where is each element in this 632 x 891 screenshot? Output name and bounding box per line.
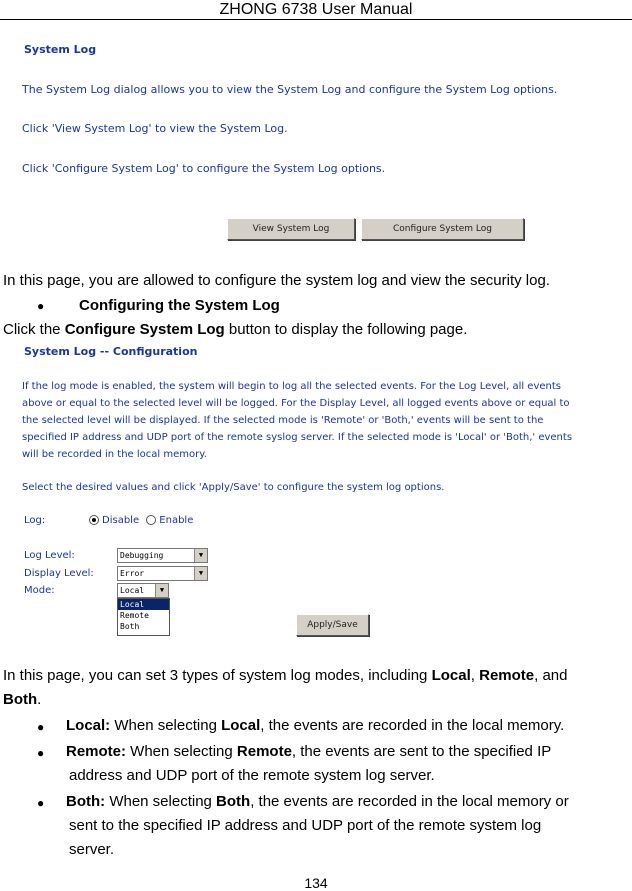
select-instruction: Select the desired values and click 'Apply/Save' to configure the system log options. [22, 482, 445, 493]
intro-paragraph: In this page, you are allowed to configure the system log and view the security log. [3, 272, 550, 289]
mode-option-local[interactable]: Local [118, 599, 169, 610]
mode-dropdown-list[interactable] [117, 598, 170, 636]
both-item: Both: When selecting Both, the events are recorded in the local memory or [66, 793, 569, 810]
system-log-desc-line3: Click 'Configure System Log' to configure the System Log options. [22, 162, 386, 175]
both-item-cont: sent to the specified IP address and UDP port of the remote system log [69, 817, 542, 834]
section-heading: Configuring the System Log [79, 297, 280, 314]
modes-paragraph-cont: Both. [3, 691, 42, 708]
log-label: Log: [24, 515, 46, 526]
mode-option-both[interactable]: Both [120, 622, 140, 631]
remote-item-cont: address and UDP port of the remote system log server. [69, 767, 435, 784]
bullet-icon: ● [37, 720, 45, 734]
view-system-log-button[interactable]: View System Log [227, 218, 355, 240]
click-instruction: Click the Configure System Log button to display the following page. [3, 321, 468, 338]
configure-system-log-button[interactable]: Configure System Log [361, 218, 524, 240]
chevron-down-icon: ▼ [194, 567, 207, 580]
system-log-title: System Log [24, 43, 97, 56]
bullet-icon: ● [37, 299, 45, 313]
log-level-select[interactable]: Debugging ▼ [117, 548, 208, 563]
disable-radio[interactable] [89, 515, 99, 525]
log-radio-group: Disable Enable [89, 515, 193, 526]
system-log-desc-line1: The System Log dialog allows you to view the System Log and configure the System Log options. [22, 83, 558, 96]
mode-label: Mode: [24, 585, 55, 596]
system-log-desc-line2: Click 'View System Log' to view the System Log. [22, 122, 288, 135]
display-level-label: Display Level: [24, 568, 94, 579]
bullet-icon: ● [37, 796, 45, 810]
local-item: Local: When selecting Local, the events are recorded in the local memory. [66, 717, 565, 734]
page-header: ZHONG 6738 User Manual [0, 0, 632, 20]
log-level-label: Log Level: [24, 550, 75, 561]
chevron-down-icon: ▼ [155, 584, 168, 597]
bullet-icon: ● [37, 746, 45, 760]
enable-radio[interactable] [146, 515, 156, 525]
modes-paragraph: In this page, you can set 3 types of system log modes, including Local, Remote, and [3, 667, 568, 684]
chevron-down-icon: ▼ [194, 549, 207, 562]
remote-item: Remote: When selecting Remote, the events are sent to the specified IP [66, 743, 552, 760]
config-description: If the log mode is enabled, the system will begin to log all the selected events. For the Log Level, all events above or equal to the selected level will be logged. For the Display Level, all logged events above or equal to the selected level will be displayed. If the selected mode is 'Remote' or 'Both,' events will be sent to the specified IP address and UDP port of the remote syslog server. If the selected mode is 'Local' or 'Both,' events will be recorded in the local memory. [22, 381, 573, 460]
mode-option-remote[interactable]: Remote [120, 611, 149, 620]
page-number: 134 [304, 875, 328, 891]
mode-select[interactable]: Local ▼ [117, 583, 169, 598]
apply-save-button[interactable]: Apply/Save [296, 614, 369, 636]
display-level-select[interactable]: Error ▼ [117, 566, 208, 581]
config-title: System Log -- Configuration [24, 345, 198, 358]
both-item-cont2: server. [69, 841, 115, 858]
